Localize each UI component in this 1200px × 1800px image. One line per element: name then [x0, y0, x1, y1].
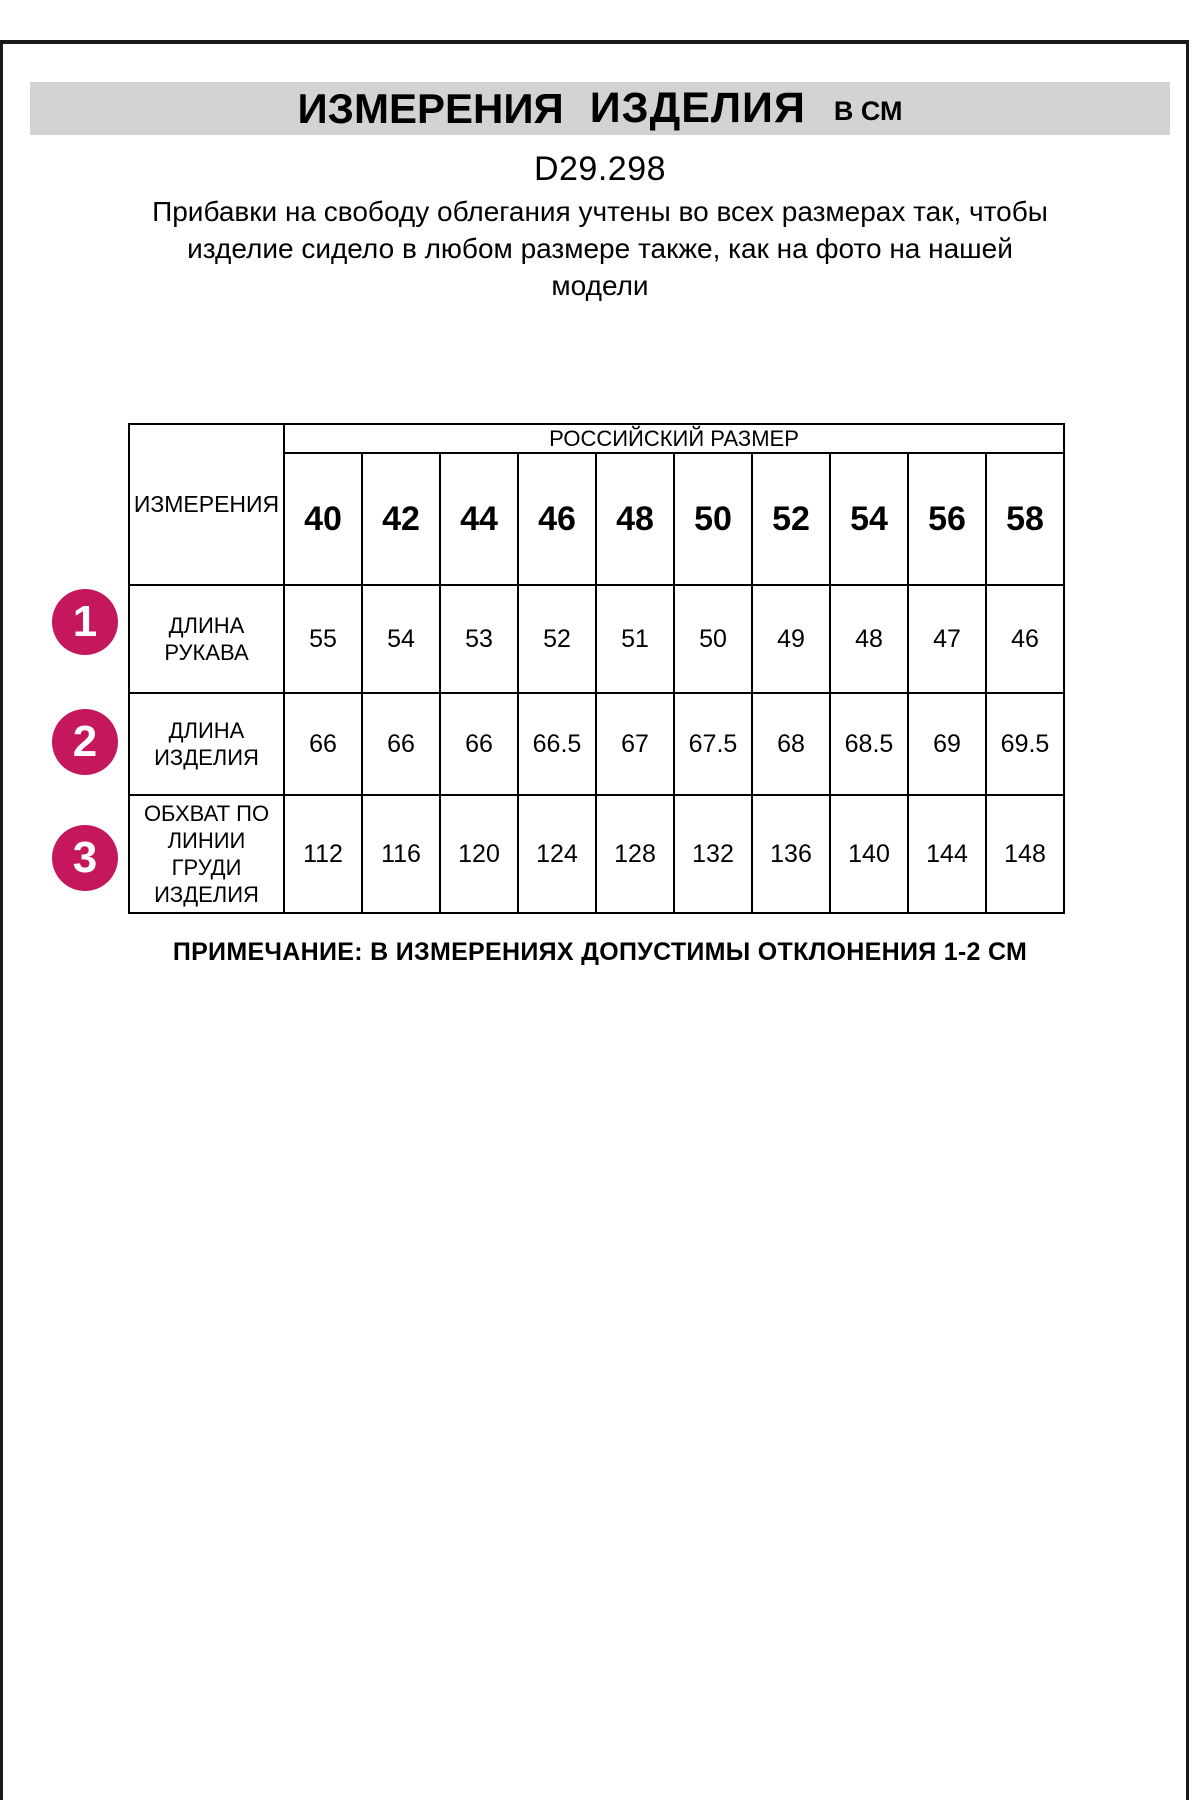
title-banner — [30, 82, 1170, 135]
value-cell: 68 — [752, 693, 830, 795]
size-cell: 50 — [674, 453, 752, 585]
value-cell: 69.5 — [986, 693, 1064, 795]
size-cell: 44 — [440, 453, 518, 585]
value-cell: 128 — [596, 795, 674, 913]
value-cell: 66.5 — [518, 693, 596, 795]
value-cell: 124 — [518, 795, 596, 913]
badge-number: 3 — [72, 833, 98, 882]
title-word-measurements: ИЗМЕРЕНИЯ — [297, 84, 564, 132]
value-cell: 120 — [440, 795, 518, 913]
value-cell: 136 — [752, 795, 830, 913]
value-cell: 67 — [596, 693, 674, 795]
size-cell: 48 — [596, 453, 674, 585]
value-cell: 67.5 — [674, 693, 752, 795]
size-cell: 46 — [518, 453, 596, 585]
russian-size-header: РОССИЙСКИЙ РАЗМЕР — [284, 424, 1064, 453]
row-label-chest-girth: ОБХВАТ ПО ЛИНИИ ГРУДИ ИЗДЕЛИЯ — [129, 795, 284, 913]
value-cell: 144 — [908, 795, 986, 913]
value-cell: 66 — [440, 693, 518, 795]
size-cell: 52 — [752, 453, 830, 585]
fit-description-line-3: модели — [551, 270, 649, 301]
value-cell: 66 — [362, 693, 440, 795]
value-cell: 68.5 — [830, 693, 908, 795]
table-row-chest-girth — [129, 795, 1064, 913]
value-cell: 116 — [362, 795, 440, 913]
page-right-border — [1186, 40, 1189, 1800]
value-cell: 148 — [986, 795, 1064, 913]
value-cell: 54 — [362, 585, 440, 693]
value-cell: 46 — [986, 585, 1064, 693]
value-cell: 53 — [440, 585, 518, 693]
row-label-sleeve-length: ДЛИНА РУКАВА — [129, 585, 284, 693]
title-unit-cm: В СМ — [833, 96, 903, 126]
title-word-product: ИЗДЕЛИЯ — [589, 84, 806, 132]
size-cell: 40 — [284, 453, 362, 585]
value-cell: 69 — [908, 693, 986, 795]
fit-description-line-2: изделие сидело в любом размере также, как на фото на нашей — [187, 233, 1013, 264]
tolerance-note: ПРИМЕЧАНИЕ: В ИЗМЕРЕНИЯХ ДОПУСТИМЫ ОТКЛОНЕНИЯ 1-2 СМ — [172, 938, 1028, 966]
value-cell: 48 — [830, 585, 908, 693]
table-group-header-row — [129, 424, 1064, 453]
fit-description-line-1: Прибавки на свободу облегания учтены во всех размерах так, чтобы — [152, 196, 1048, 227]
badge-number: 2 — [72, 717, 98, 766]
row-number-badge-3 — [52, 825, 118, 891]
page-top-border — [0, 40, 1189, 44]
value-cell: 47 — [908, 585, 986, 693]
table-row-product-length — [129, 693, 1064, 795]
value-cell: 52 — [518, 585, 596, 693]
size-cell: 56 — [908, 453, 986, 585]
value-cell: 140 — [830, 795, 908, 913]
table-row-sleeve-length — [129, 585, 1064, 693]
value-cell: 55 — [284, 585, 362, 693]
value-cell: 50 — [674, 585, 752, 693]
value-cell: 51 — [596, 585, 674, 693]
page-left-border — [0, 40, 3, 1800]
row-number-badge-1 — [52, 589, 118, 655]
badge-number: 1 — [72, 597, 98, 646]
size-cell: 42 — [362, 453, 440, 585]
value-cell: 49 — [752, 585, 830, 693]
fit-description — [0, 193, 1200, 304]
row-number-badge-2 — [52, 709, 118, 775]
size-table — [128, 423, 1065, 914]
measurements-column-header: ИЗМЕРЕНИЯ — [129, 424, 284, 585]
size-cell: 54 — [830, 453, 908, 585]
product-code: D29.298 — [533, 150, 667, 188]
row-label-product-length: ДЛИНА ИЗДЕЛИЯ — [129, 693, 284, 795]
value-cell: 132 — [674, 795, 752, 913]
value-cell: 112 — [284, 795, 362, 913]
size-cell: 58 — [986, 453, 1064, 585]
value-cell: 66 — [284, 693, 362, 795]
